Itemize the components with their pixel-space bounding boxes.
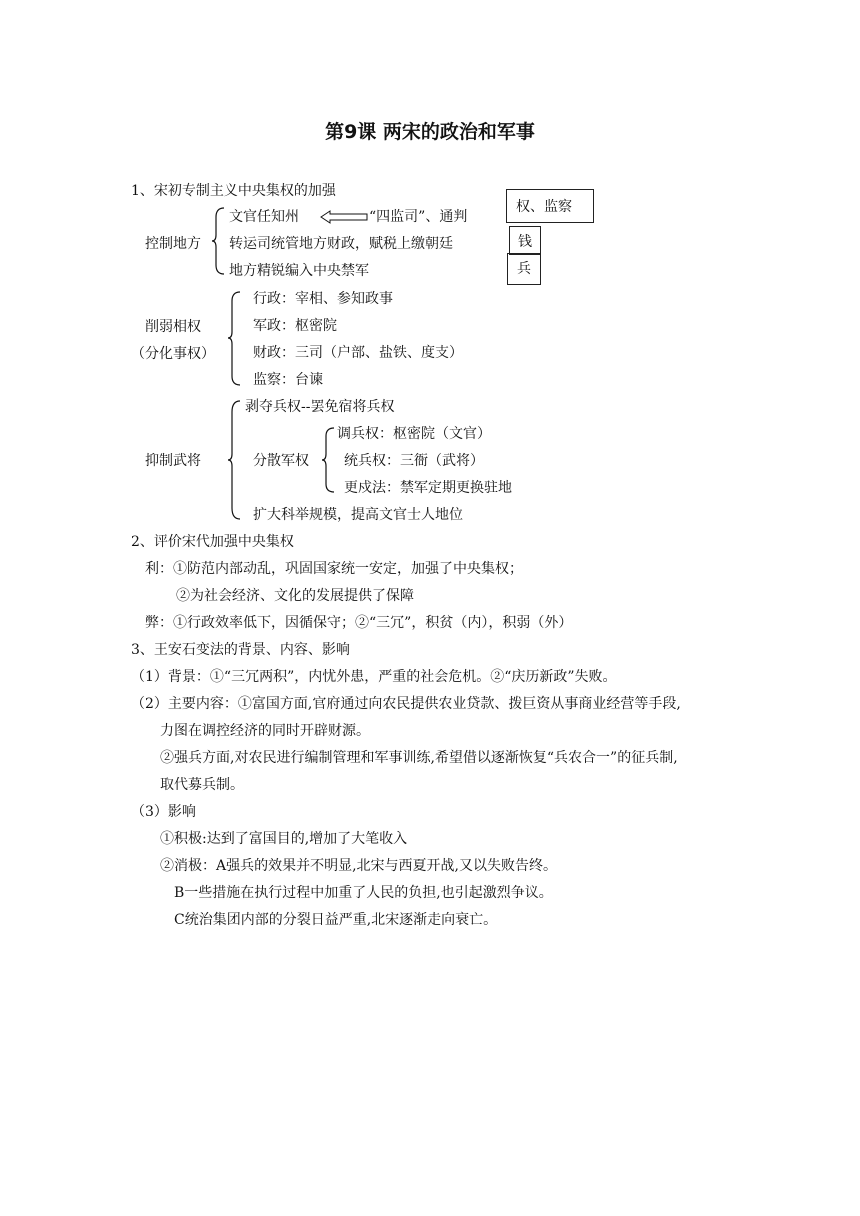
weaken-chancellor-item-3: 财政：三司（户部、盐铁、度支） [253,345,463,361]
section3-content-4: 取代募兵制。 [160,777,244,793]
disperse-military-label: 分散军权 [253,453,309,469]
weaken-chancellor-item-2: 军政：枢密院 [253,318,337,334]
control-local-item-1: 文官任知州 [229,209,299,225]
hollow-arrow-left-icon [320,210,368,224]
control-local-brace [212,207,226,275]
weaken-chancellor-sublabel: （分化事权） [131,346,215,362]
section3-heading: 3、王安石变法的背景、内容、影响 [131,642,350,658]
disperse-military-item-1: 调兵权：枢密院（文官） [337,426,491,442]
section3-content-1: （2）主要内容：①富国方面,官府通过向农民提供农业贷款、拨巨资从事商业经营等手段, [131,696,681,712]
section2-pros-1: 利：①防范内部动乱，巩固国家统一安定，加强了中央集权； [145,561,523,577]
section3-impact-3: B一些措施在执行过程中加重了人民的负担,也引起激烈争议。 [174,885,553,901]
section3-impact-4: C统治集团内部的分裂日益严重,北宋逐渐走向衰亡。 [174,912,498,928]
control-local-label: 控制地方 [145,236,201,252]
section3-impact-1: ①积极:达到了富国目的,增加了大笔收入 [160,831,408,847]
box-power-supervision: 权、监察 [506,189,594,223]
disperse-military-brace [322,427,336,493]
disperse-military-item-2: 统兵权：三衙（武将） [344,453,484,469]
disperse-military-item-3: 更戍法：禁军定期更换驻地 [344,480,512,496]
section3-impact-heading: （3）影响 [131,804,196,820]
box-money: 钱 [509,226,541,255]
control-local-item-2: 转运司统管地方财政，赋税上缴朝廷 [229,236,453,252]
suppress-generals-label: 抑制武将 [145,453,201,469]
suppress-generals-item-1: 剥夺兵权--罢免宿将兵权 [245,399,395,415]
suppress-generals-brace [228,400,242,520]
control-local-item-3: 地方精锐编入中央禁军 [229,263,369,279]
section3-background: （1）背景：①“三冗两积”，内忧外患，严重的社会危机。②“庆历新政”失败。 [131,669,617,685]
box-soldiers: 兵 [507,253,541,285]
section3-content-3: ②强兵方面,对农民进行编制管理和军事训练,希望借以逐渐恢复“兵农合一”的征兵制, [160,750,678,766]
suppress-generals-item-3: 扩大科举规模，提高文官士人地位 [253,507,463,523]
weaken-chancellor-item-4: 监察：台谏 [253,372,323,388]
section1-heading: 1、宋初专制主义中央集权的加强 [131,183,336,199]
weaken-chancellor-item-1: 行政：宰相、参知政事 [253,291,393,307]
section2-pros-2: ②为社会经济、文化的发展提供了保障 [176,588,414,604]
weaken-chancellor-label: 削弱相权 [145,319,201,335]
page-title: 第9课 两宋的政治和军事 [325,121,535,143]
control-local-arrow-text: “四监司”、通判 [369,209,468,225]
section3-impact-2: ②消极：A强兵的效果并不明显,北宋与西夏开战,又以失败告终。 [160,858,558,874]
weaken-chancellor-brace [228,291,242,386]
section2-heading: 2、评价宋代加强中央集权 [131,534,294,550]
section3-content-2: 力图在调控经济的同时开辟财源。 [160,723,370,739]
section2-cons: 弊：①行政效率低下，因循保守；②“三冗”，积贫（内），积弱（外） [145,615,573,631]
